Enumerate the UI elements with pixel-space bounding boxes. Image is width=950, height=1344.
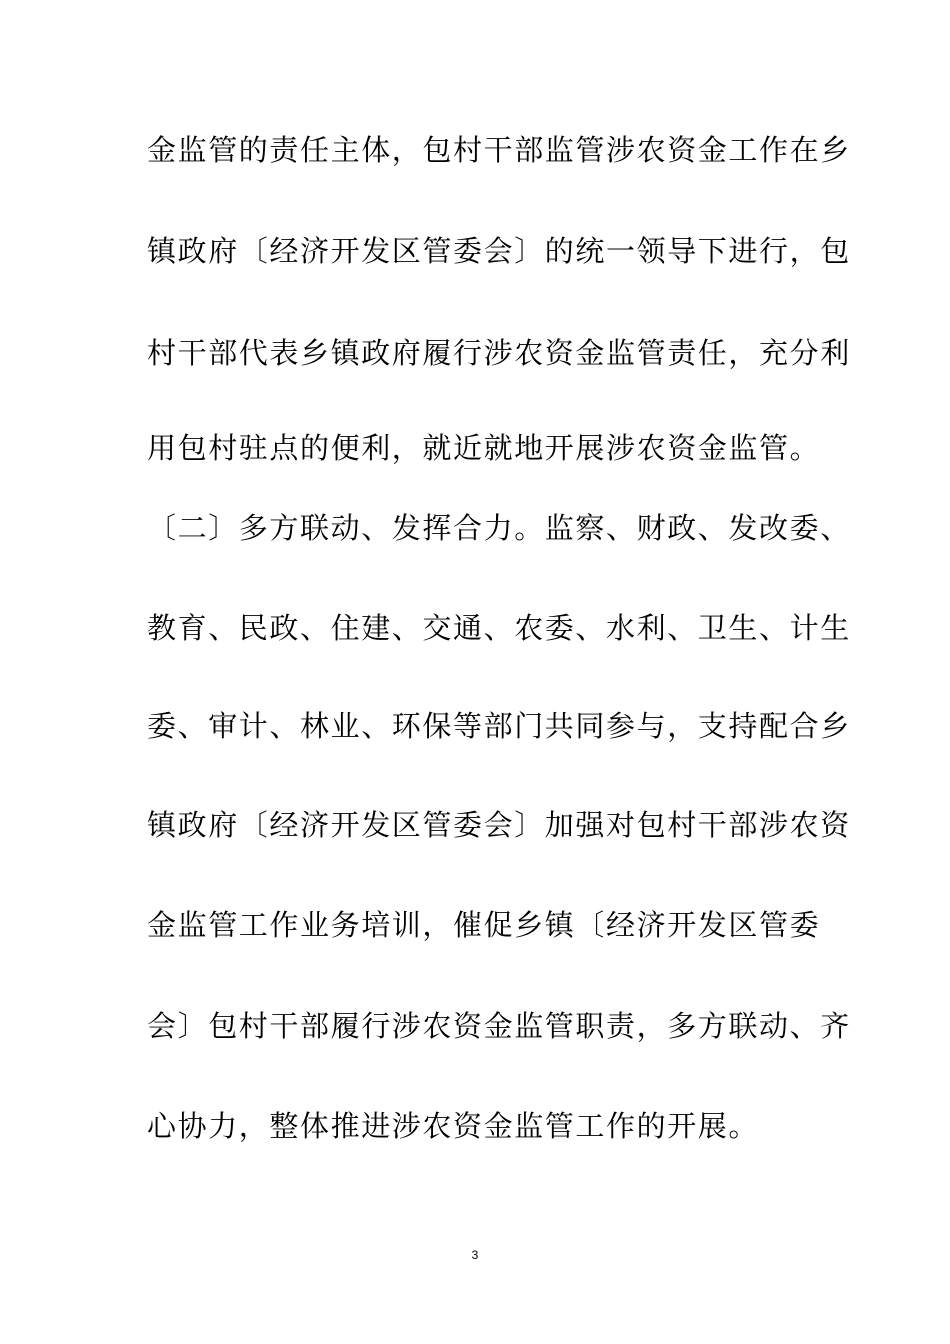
section-heading-line: 〔二〕多方联动、发挥合力。监察、财政、发改委、 xyxy=(147,511,851,545)
body-text-line: 金监管的责任主体，包村干部监管涉农资金工作在乡 xyxy=(147,133,851,167)
body-text-line: 委、审计、林业、环保等部门共同参与，支持配合乡 xyxy=(147,709,851,743)
body-text-line: 心协力，整体推进涉农资金监管工作的开展。 xyxy=(147,1109,760,1143)
body-text-line: 教育、民政、住建、交通、农委、水利、卫生、计生 xyxy=(147,611,851,645)
body-text-line: 金监管工作业务培训，催促乡镇〔经济开发区管委 xyxy=(147,908,821,942)
page-number: 3 xyxy=(471,1248,479,1262)
body-text-line: 用包村驻点的便利，就近就地开展涉农资金监管。 xyxy=(147,431,821,465)
body-text-line: 会〕包村干部履行涉农资金监管职责，多方联动、齐 xyxy=(147,1009,851,1043)
body-text-line: 镇政府〔经济开发区管委会〕的统一领导下进行，包 xyxy=(147,234,851,268)
body-text-line: 镇政府〔经济开发区管委会〕加强对包村干部涉农资 xyxy=(147,808,851,842)
body-text-line: 村干部代表乡镇政府履行涉农资金监管责任，充分利 xyxy=(147,336,851,370)
